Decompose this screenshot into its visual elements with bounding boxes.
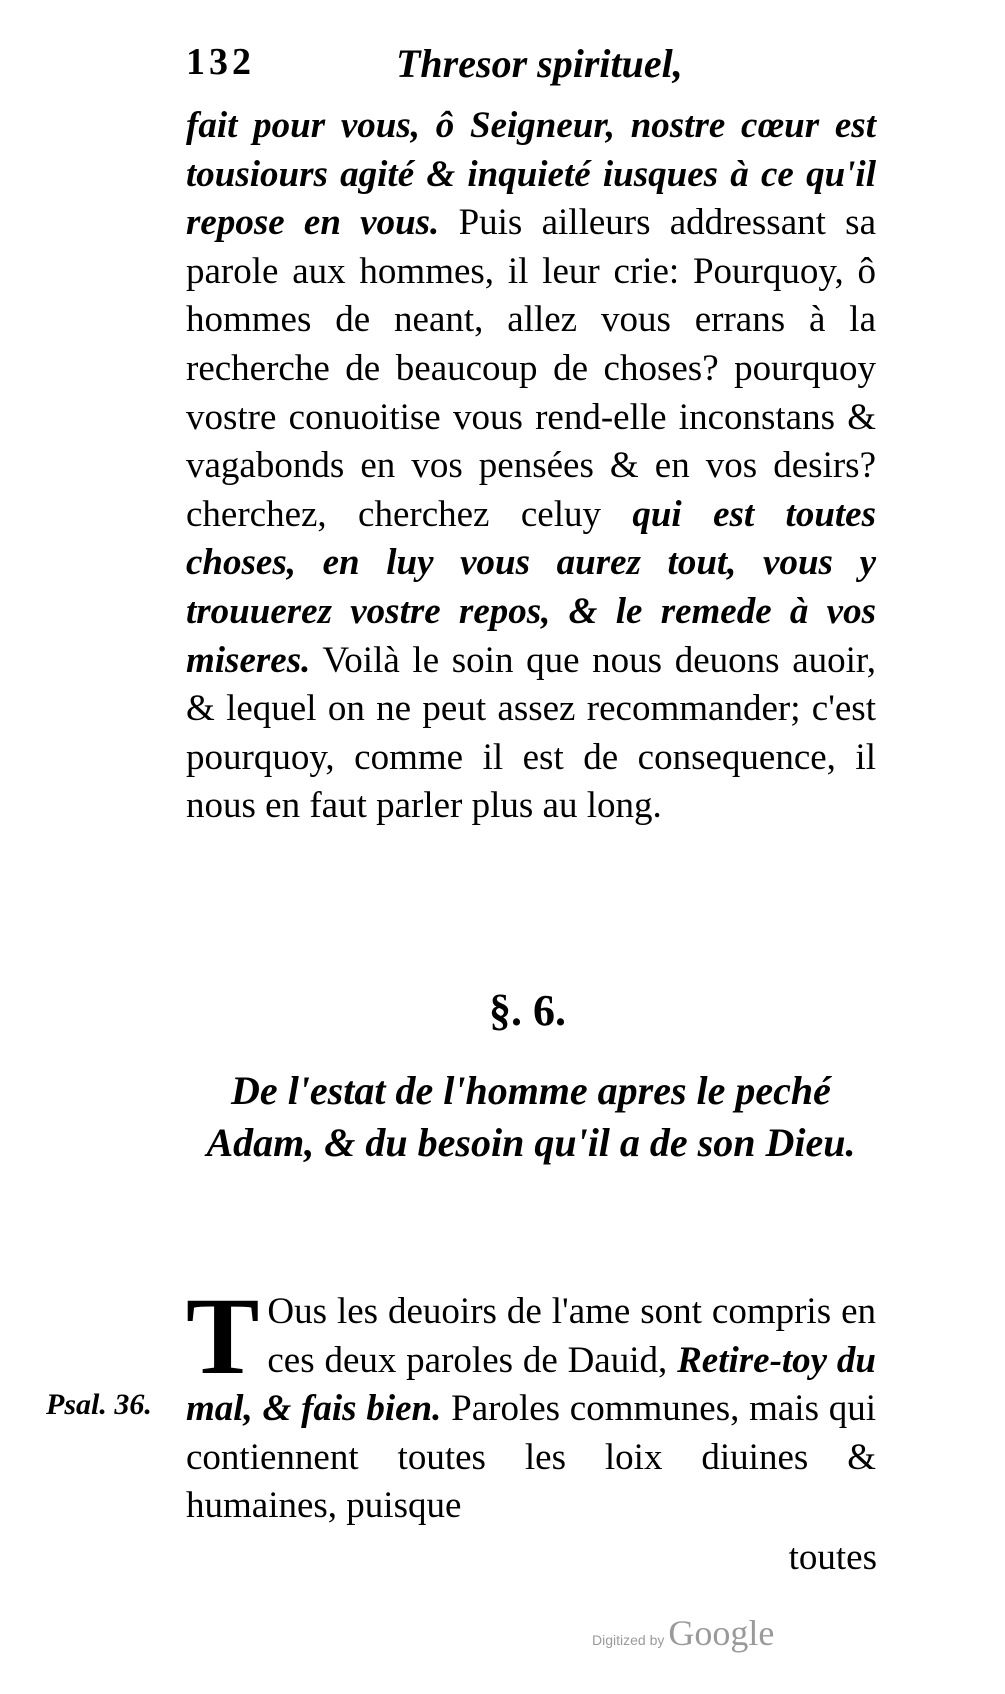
italic-quote: Retire-toy du mal, & fais bien.: [186, 1339, 876, 1430]
paragraph-continued: [186, 102, 876, 831]
italic-quote-middle: qui est toutes choses, en luy vous aurez tout, vous y trouuerez vostre repos, & le remede à vos miseres.: [186, 493, 876, 681]
google-logo: Google: [668, 1613, 775, 1653]
page-number: 132: [186, 41, 255, 83]
section-title: De l'estat de l'homme apres le peché Adam, & du besoin qu'il a de son Dieu.: [206, 1068, 856, 1165]
section-number: §. 6.: [489, 986, 566, 1035]
paragraph-text: Puis ailleurs addressant sa parole aux hommes, il leur crie: Pourquoy, ô hommes de neant, allez vous errans à la recherche de beaucoup de choses? pourquoy vostre conuoitise vous rend-elle inconstans & vagabonds en vos pensées & en vos desirs? cherchez, cherchez celuy: [186, 202, 876, 535]
paragraph-text: Ous les deuoirs de l'ame sont compris en ces deux paroles de Dauid,: [267, 1291, 876, 1381]
running-title: Thresor spirituel,: [396, 41, 683, 86]
italic-quote-opening: fait pour vous, ô Seigneur, nostre cœur est tousiours agité & inquieté iusques à ce qu'il repose en vous.: [186, 105, 876, 244]
drop-cap: T: [186, 1275, 260, 1397]
digitized-watermark: [592, 1612, 774, 1654]
paragraph-text: Voilà le soin que nous deuons auoir, & lequel on ne peut assez recommander; c'est pourquoy, comme il est de consequence, il nous en faut parler plus au long.: [186, 639, 876, 827]
catchword: toutes: [788, 1537, 877, 1578]
watermark-prefix: Digitized by: [592, 1632, 665, 1648]
page-header: [186, 40, 886, 90]
paragraph-new-section: [186, 1275, 877, 1531]
margin-note: Psal. 36.: [46, 1388, 152, 1421]
paragraph-text: Paroles communes, mais qui contiennent toutes les loix diuines & humaines, puisque: [186, 1388, 877, 1527]
